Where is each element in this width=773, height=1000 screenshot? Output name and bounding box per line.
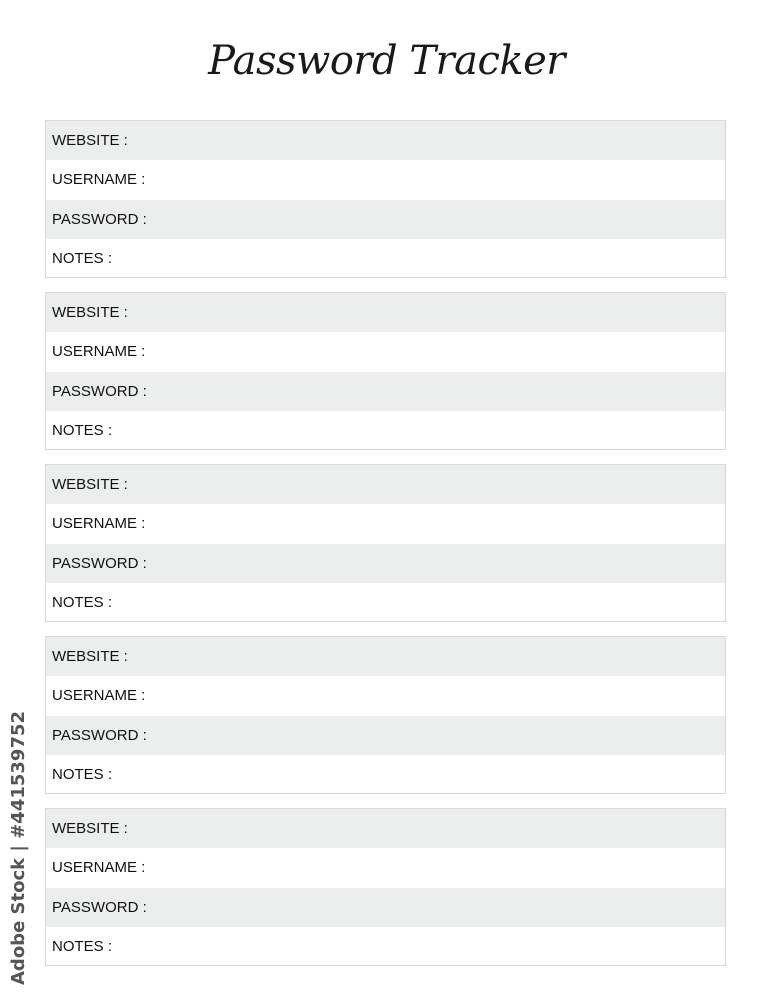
password-field[interactable]: [46, 372, 725, 411]
notes-label: NOTES :: [52, 421, 113, 439]
username-field[interactable]: [46, 504, 725, 543]
password-label: PASSWORD :: [52, 210, 147, 228]
website-label: WEBSITE :: [52, 648, 128, 666]
password-label: PASSWORD :: [52, 382, 147, 400]
username-label: USERNAME :: [52, 171, 146, 189]
notes-field[interactable]: [46, 411, 725, 450]
notes-label: NOTES :: [52, 593, 113, 611]
notes-label: NOTES :: [52, 765, 113, 783]
notes-field[interactable]: [46, 583, 725, 622]
password-field[interactable]: [46, 716, 725, 755]
website-label: WEBSITE :: [52, 476, 128, 494]
password-entry-card: [45, 636, 726, 794]
website-field[interactable]: [46, 293, 725, 332]
stock-id-label: Adobe Stock | #441539752: [8, 710, 29, 985]
website-field[interactable]: [46, 121, 725, 160]
username-label: USERNAME :: [52, 687, 146, 705]
password-entry-card: [45, 120, 726, 278]
notes-label: NOTES :: [52, 937, 113, 955]
website-label: WEBSITE :: [52, 304, 128, 322]
page-title: Password Tracker: [208, 38, 565, 84]
notes-field[interactable]: [46, 755, 725, 794]
password-entry-card: [45, 292, 726, 450]
website-field[interactable]: [46, 465, 725, 504]
username-field[interactable]: [46, 160, 725, 199]
password-field[interactable]: [46, 200, 725, 239]
username-label: USERNAME :: [52, 515, 146, 533]
password-entry-card: [45, 808, 726, 966]
website-field[interactable]: [46, 809, 725, 848]
password-label: PASSWORD :: [52, 726, 147, 744]
username-label: USERNAME :: [52, 859, 146, 877]
password-entry-card: [45, 464, 726, 622]
website-label: WEBSITE :: [52, 820, 128, 838]
username-label: USERNAME :: [52, 343, 146, 361]
website-label: WEBSITE :: [52, 132, 128, 150]
password-label: PASSWORD :: [52, 554, 147, 572]
username-field[interactable]: [46, 848, 725, 887]
password-field[interactable]: [46, 544, 725, 583]
notes-label: NOTES :: [52, 249, 113, 267]
notes-field[interactable]: [46, 927, 725, 966]
password-label: PASSWORD :: [52, 898, 147, 916]
username-field[interactable]: [46, 676, 725, 715]
username-field[interactable]: [46, 332, 725, 371]
notes-field[interactable]: [46, 239, 725, 278]
password-field[interactable]: [46, 888, 725, 927]
website-field[interactable]: [46, 637, 725, 676]
